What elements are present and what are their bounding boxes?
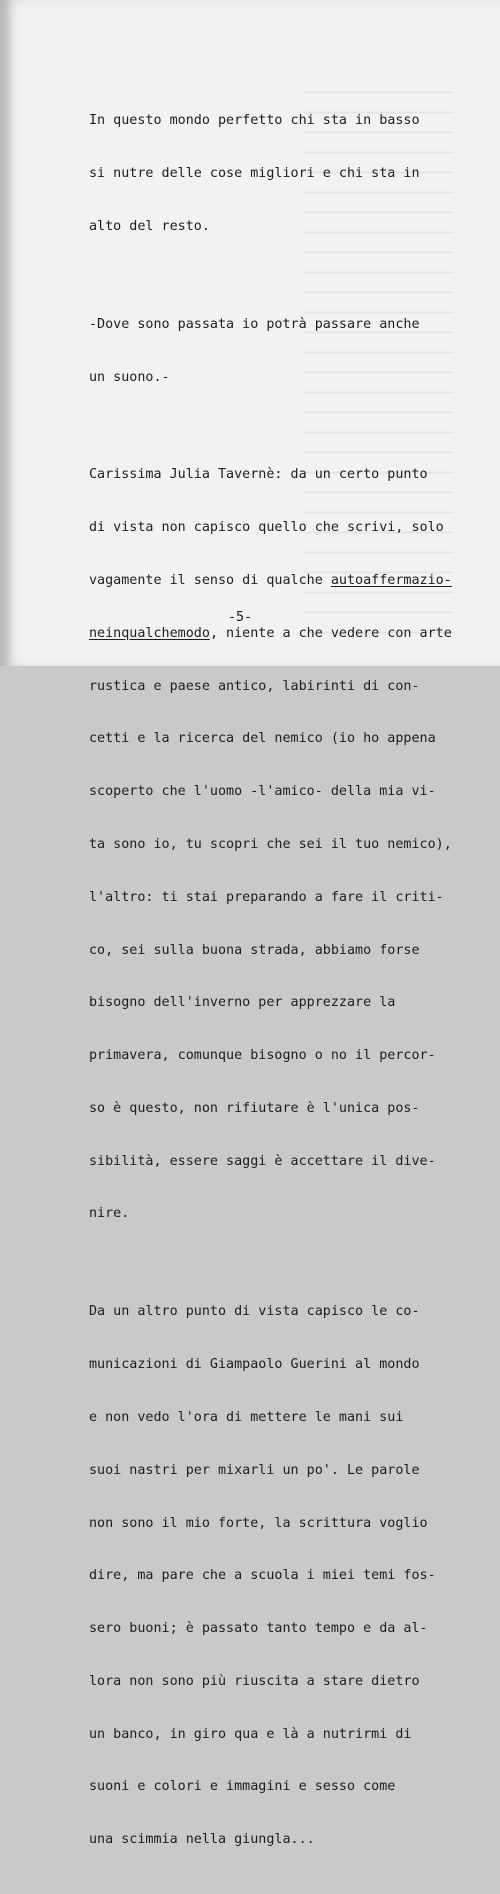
- paragraph-4-line-7: sero buoni; è passato tanto tempo e da al-: [89, 1621, 428, 1637]
- paragraph-3-line-13: so è questo, non rifiutare è l'unica pos-: [89, 1100, 420, 1116]
- paragraph-3-line-7: scoperto che l'uomo -l'amico- della mia vi-: [89, 784, 436, 800]
- paragraph-3-line-8: ta sono io, tu scopri che sei il tuo nemico),: [89, 836, 452, 852]
- page-number: -5-: [228, 610, 253, 625]
- paragraph-3-line-3: [89, 572, 469, 590]
- paragraph-3-line-4-suffix: , niente a che vedere con arte: [209, 625, 452, 641]
- paragraph-3-line-12: primavera, comunque bisogno o no il percor-: [89, 1048, 436, 1064]
- paragraph-4-line-11: una scimmia nella giungla...: [89, 1832, 315, 1848]
- paragraph-4: [89, 1268, 469, 1884]
- paragraph-1-line-1: In questo mondo perfetto chi sta in basso: [89, 113, 420, 129]
- paragraph-4-line-5: non sono il mio forte, la scrittura voglio: [89, 1515, 428, 1531]
- paragraph-4-line-2: municazioni di Giampaolo Guerini al mondo: [89, 1357, 420, 1373]
- paragraph-1-line-3: alto del resto.: [89, 218, 210, 234]
- paragraph-4-line-9: un banco, in giro qua e là a nutrirmi di: [89, 1726, 412, 1742]
- paragraph-3-line-3-prefix: vagamente il senso di qualche: [89, 573, 331, 589]
- paragraph-2: [89, 281, 469, 422]
- paragraph-3-line-14: sibilità, essere saggi è accettare il dive-: [89, 1153, 436, 1169]
- paragraph-3-line-2: di vista non capisco quello che scrivi, solo: [89, 520, 444, 536]
- paragraph-1-line-2: si nutre delle cose migliori e chi sta in: [89, 165, 420, 181]
- paragraph-4-line-3: e non vedo l'ora di mettere le mani sui: [89, 1409, 404, 1425]
- typed-text-body: [89, 77, 469, 1894]
- paragraph-4-line-4: suoi nastri per mixarli un po'. Le parole: [89, 1462, 420, 1478]
- paragraph-2-line-2: un suono.-: [89, 369, 170, 385]
- paragraph-2-line-1: -Dove sono passata io potrà passare anche: [89, 316, 420, 332]
- paragraph-3-line-15: nire.: [89, 1206, 130, 1222]
- paragraph-3-line-10: co, sei sulla buona strada, abbiamo forse: [89, 942, 420, 958]
- paragraph-4-line-10: suoni e colori e immagini e sesso come: [89, 1779, 396, 1795]
- paragraph-4-line-1: Da un altro punto di vista capisco le co-: [89, 1304, 420, 1320]
- paragraph-3-line-4: [89, 625, 469, 643]
- paragraph-3-line-1: Carissima Julia Tavernè: da un certo punto: [89, 467, 428, 483]
- paragraph-3: [89, 431, 469, 1258]
- page-edge-shadow: [0, 0, 12, 666]
- paragraph-1: [89, 77, 469, 271]
- paragraph-3-line-11: bisogno dell'inverno per apprezzare la: [89, 995, 396, 1011]
- paragraph-3-line-9: l'altro: ti stai preparando a fare il criti-: [89, 889, 444, 905]
- underlined-term-part-2: neinqualchemodo: [89, 625, 210, 641]
- paragraph-3-line-5: rustica e paese antico, labirinti di con-: [89, 678, 420, 694]
- underlined-term-part-1: autoaffermazio-: [330, 573, 452, 589]
- paragraph-3-line-6: cetti e la ricerca del nemico (io ho appena: [89, 731, 436, 747]
- paragraph-4-line-6: dire, ma pare che a scuola i miei temi fos-: [89, 1568, 436, 1584]
- paragraph-4-line-8: lora non sono più riuscita a stare dietro: [89, 1673, 420, 1689]
